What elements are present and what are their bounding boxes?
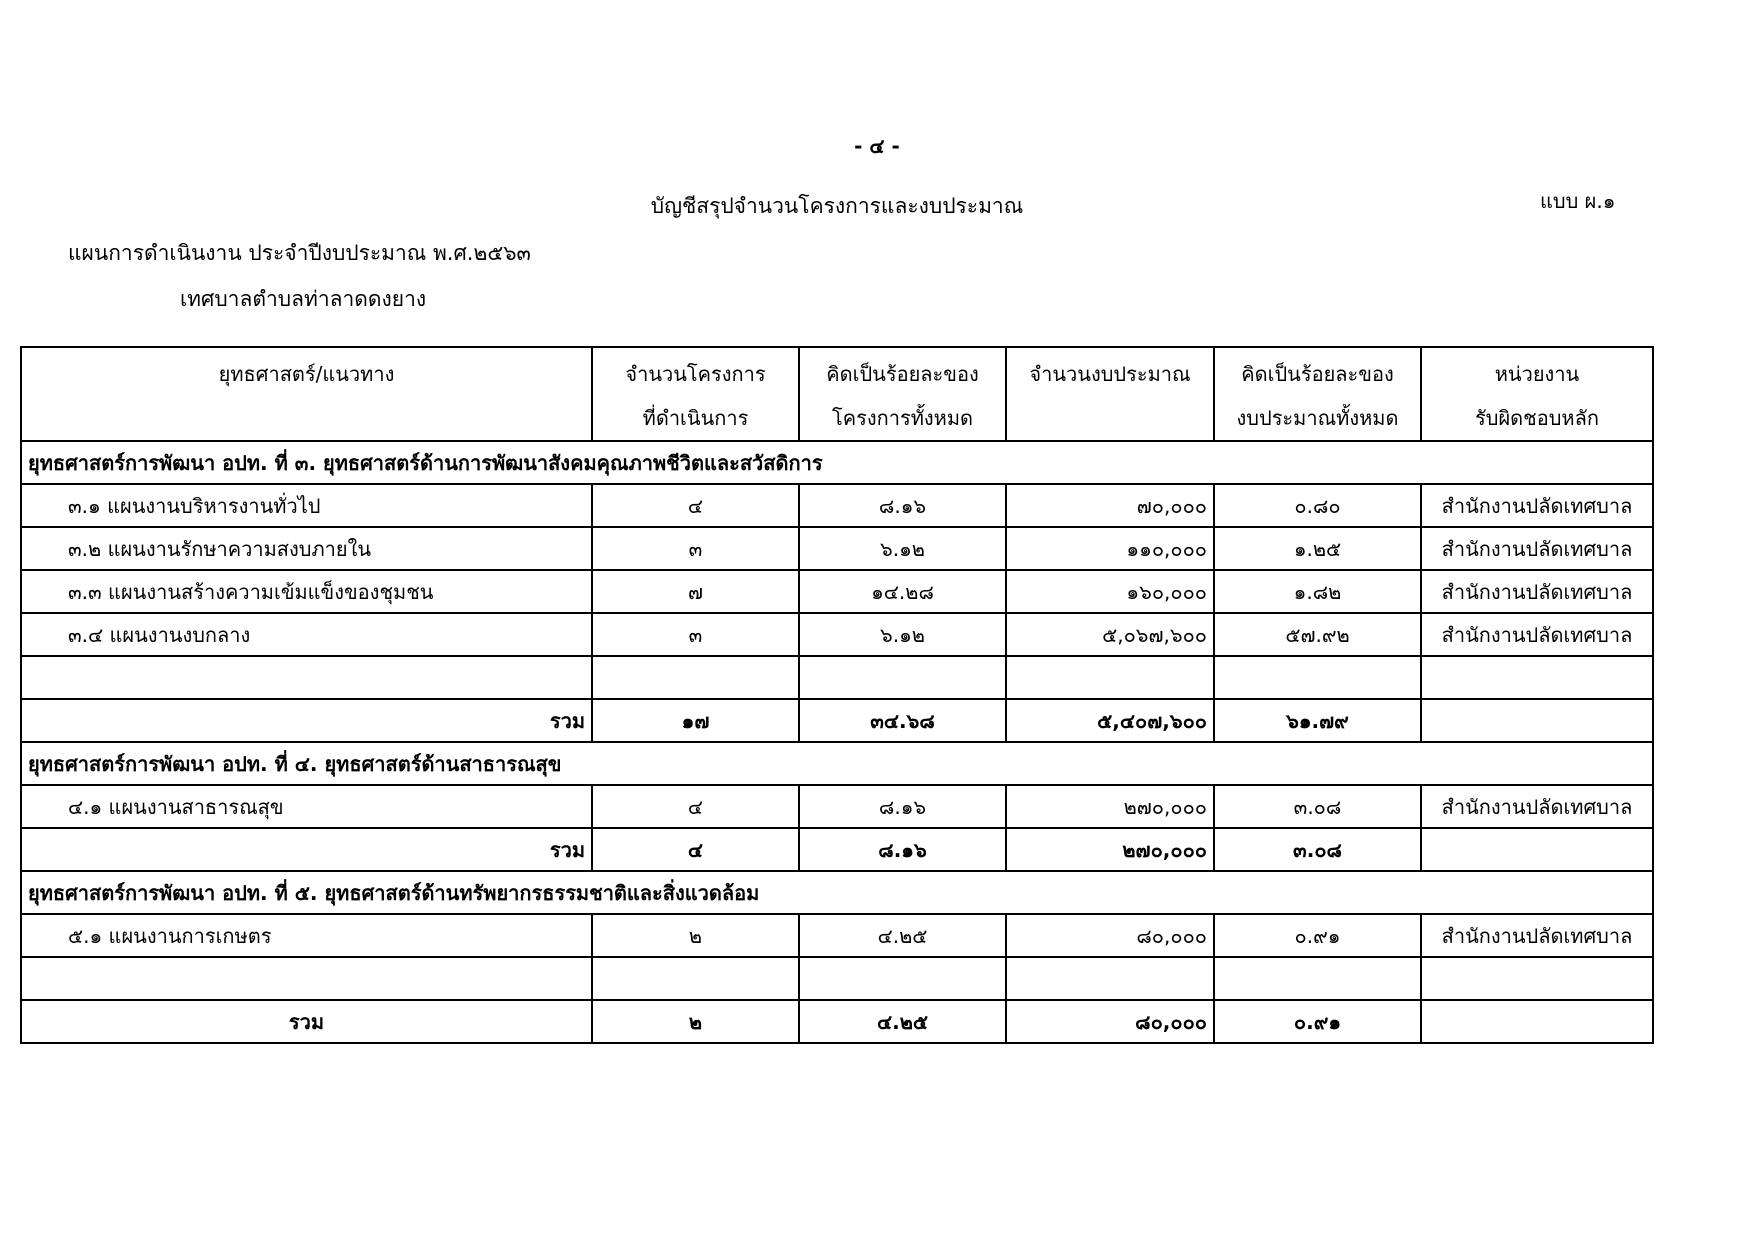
empty-row [21, 656, 1653, 699]
organization-name: เทศบาลตำบลท่าลาดดงยาง [180, 287, 427, 311]
total-row: รวม ๔ ๘.๑๖ ๒๗๐,๐๐๐ ๓.๐๘ [21, 828, 1653, 871]
total-row: รวม ๒ ๔.๒๕ ๘๐,๐๐๐ ๐.๙๑ [21, 1000, 1653, 1043]
section-row: ยุทธศาสตร์การพัฒนา อปท. ที่ ๕. ยุทธศาสตร์ด้านทรัพยากรธรรมชาติและสิ่งแวดล้อม [21, 871, 1653, 914]
summary-table [20, 346, 1654, 1044]
header-row [21, 347, 1653, 441]
table-row: ๓.๒ แผนงานรักษาความสงบภายใน ๓ ๖.๑๒ ๑๑๐,๐๐๐ ๑.๒๕ สำนักงานปลัดเทศบาล [21, 527, 1653, 570]
table-row: ๔.๑ แผนงานสาธารณสุข ๔ ๘.๑๖ ๒๗๐,๐๐๐ ๓.๐๘ สำนักงานปลัดเทศบาล [21, 785, 1653, 828]
table-row: ๓.๔ แผนงานงบกลาง ๓ ๖.๑๒ ๕,๐๖๗,๖๐๐ ๕๗.๙๒ สำนักงานปลัดเทศบาล [21, 613, 1653, 656]
header-projects: จำนวนโครงการ ที่ดำเนินการ [592, 347, 799, 441]
section-row: ยุทธศาสตร์การพัฒนา อปท. ที่ ๓. ยุทธศาสตร์ด้านการพัฒนาสังคมคุณภาพชีวิตและสวัสดิการ [21, 441, 1653, 484]
header-responsible-unit: หน่วยงาน รับผิดชอบหลัก [1421, 347, 1653, 441]
header-budget: จำนวนงบประมาณ [1006, 347, 1214, 441]
header-project-percent: คิดเป็นร้อยละของ โครงการทั้งหมด [799, 347, 1006, 441]
document-title: บัญชีสรุปจำนวนโครงการและงบประมาณ [650, 194, 1024, 218]
page-number: - ๔ - [854, 134, 900, 158]
table-row: ๓.๑ แผนงานบริหารงานทั่วไป ๔ ๘.๑๖ ๗๐,๐๐๐ ๐.๘๐ สำนักงานปลัดเทศบาล [21, 484, 1653, 527]
table-row: ๓.๓ แผนงานสร้างความเข้มแข็งของชุมชน ๗ ๑๔.๒๘ ๑๖๐,๐๐๐ ๑.๘๒ สำนักงานปลัดเทศบาล [21, 570, 1653, 613]
table-row: ๕.๑ แผนงานการเกษตร ๒ ๔.๒๕ ๘๐,๐๐๐ ๐.๙๑ สำนักงานปลัดเทศบาล [21, 914, 1653, 957]
plan-title: แผนการดำเนินงาน ประจำปีงบประมาณ พ.ศ.๒๕๖๓ [68, 241, 531, 265]
form-code: แบบ ผ.๑ [1540, 189, 1616, 213]
section-row: ยุทธศาสตร์การพัฒนา อปท. ที่ ๔. ยุทธศาสตร์ด้านสาธารณสุข [21, 742, 1653, 785]
total-row: รวม ๑๗ ๓๔.๖๘ ๕,๔๐๗,๖๐๐ ๖๑.๗๙ [21, 699, 1653, 742]
header-strategy: ยุทธศาสตร์/แนวทาง [21, 347, 592, 441]
empty-row [21, 957, 1653, 1000]
header-budget-percent: คิดเป็นร้อยละของ งบประมาณทั้งหมด [1214, 347, 1421, 441]
